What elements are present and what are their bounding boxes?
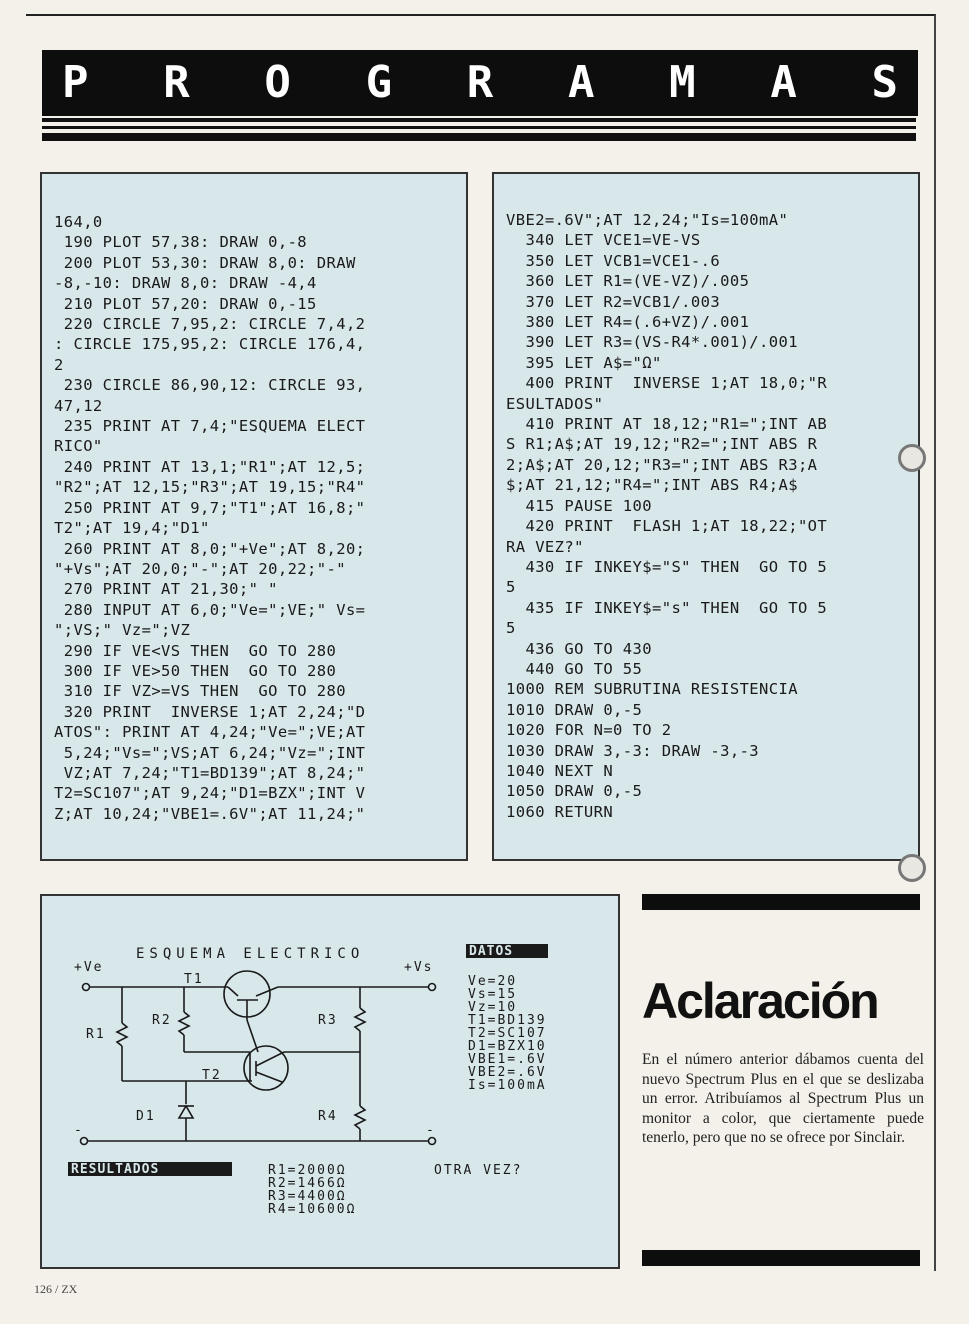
code-line: 380 LET R4=(.6+VZ)/.001 (506, 313, 750, 332)
code-line: S R1;A$;AT 19,12;"R2=";INT ABS R (506, 435, 818, 454)
binder-ring-icon (898, 854, 926, 882)
code-line: 5 (506, 578, 516, 597)
code-line: -8,-10: DRAW 8,0: DRAW -4,4 (54, 274, 317, 293)
resistor-r1-icon (117, 1023, 127, 1046)
resultados-line: R2=1466Ω (268, 1176, 347, 1191)
label-t2: T2 (202, 1068, 222, 1083)
code-line: 210 PLOT 57,20: DRAW 0,-15 (54, 294, 317, 313)
code-line: $;AT 21,12;"R4=";INT ABS R4;A$ (506, 476, 798, 495)
code-line: 395 LET A$="Ω" (506, 353, 662, 372)
code-line: 240 PRINT AT 13,1;"R1";AT 12,5; (54, 457, 366, 476)
banner-letter: S (871, 57, 898, 108)
label-t1: T1 (184, 972, 204, 987)
resultados-line: R1=2000Ω (268, 1163, 347, 1178)
code-line: : CIRCLE 175,95,2: CIRCLE 176,4, (54, 335, 366, 354)
code-line: 435 IF INKEY$="s" THEN GO TO 5 (506, 598, 828, 617)
code-line: 290 IF VE<VS THEN GO TO 280 (54, 641, 337, 660)
code-line: 5 (506, 619, 516, 638)
sidebar-top-bar (642, 894, 920, 910)
code-line: 440 GO TO 55 (506, 659, 643, 678)
code-line: 270 PRINT AT 21,30;" " (54, 580, 278, 599)
datos-line: T1=BD139 (468, 1013, 547, 1028)
code-line: 370 LET R2=VCB1/.003 (506, 292, 721, 311)
sidebar-title: Aclaración (642, 973, 878, 1029)
label-r4: R4 (318, 1109, 338, 1124)
program-listing-left (40, 172, 468, 861)
code-line: ";VS;" Vz=";VZ (54, 621, 191, 640)
code-line: 1020 FOR N=0 TO 2 (506, 721, 672, 740)
zener-diode-d1-icon (179, 1106, 193, 1118)
code-line: 235 PRINT AT 7,4;"ESQUEMA ELECT (54, 417, 366, 436)
datos-line: Is=100mA (468, 1078, 547, 1093)
label-minus-left: - (74, 1123, 84, 1138)
datos-line: T2=SC107 (468, 1026, 547, 1041)
terminal-ve-icon (83, 984, 90, 991)
code-line: 320 PRINT INVERSE 1;AT 2,24;"D (54, 702, 366, 721)
label-r1: R1 (86, 1027, 106, 1042)
code-line: RA VEZ?" (506, 537, 584, 556)
code-line: T2";AT 19,4;"D1" (54, 519, 210, 538)
label-d1: D1 (136, 1109, 156, 1124)
datos-line: VBE1=.6V (468, 1052, 547, 1067)
code-line: 260 PRINT AT 8,0;"+Ve";AT 8,20; (54, 539, 366, 558)
code-line: 2;A$;AT 20,12;"R3=";INT ABS R3;A (506, 455, 818, 474)
code-line: 1010 DRAW 0,-5 (506, 700, 643, 719)
banner-rule (42, 133, 916, 141)
label-r2: R2 (152, 1013, 172, 1028)
code-line: 350 LET VCB1=VCE1-.6 (506, 251, 721, 270)
code-line: 230 CIRCLE 86,90,12: CIRCLE 93, (54, 376, 366, 395)
banner-letter: A (567, 57, 595, 108)
banner-letter: M (669, 57, 696, 108)
code-line: 390 LET R3=(VS-R4*.001)/.001 (506, 333, 798, 352)
code-line: 280 INPUT AT 6,0;"Ve=";VE;" Vs= (54, 600, 366, 619)
code-line: 1040 NEXT N (506, 761, 614, 780)
banner-rule (42, 118, 916, 122)
resultados-line: R3=4400Ω (268, 1189, 347, 1204)
datos-header: DATOS (469, 944, 514, 959)
code-line: 200 PLOT 53,30: DRAW 8,0: DRAW (54, 253, 356, 272)
code-line: 1050 DRAW 0,-5 (506, 782, 643, 801)
code-line: 400 PRINT INVERSE 1;AT 18,0;"R (506, 374, 828, 393)
datos-line: Ve=20 (468, 974, 518, 989)
resistor-r4-icon (355, 1106, 365, 1129)
terminal-minus-right-icon (429, 1138, 436, 1145)
code-line: 360 LET R1=(VE-VZ)/.005 (506, 272, 750, 291)
code-line: 190 PLOT 57,38: DRAW 0,-8 (54, 233, 308, 252)
code-line: 415 PAUSE 100 (506, 496, 652, 515)
otra-vez-prompt: OTRA VEZ? (434, 1163, 523, 1178)
datos-line: Vz=10 (468, 1000, 518, 1015)
code-line: 1060 RETURN (506, 802, 614, 821)
code-line: 310 IF VZ>=VS THEN GO TO 280 (54, 682, 346, 701)
code-line: VZ;AT 7,24;"T1=BD139";AT 8,24;" (54, 763, 366, 782)
banner-letter: A (770, 57, 797, 108)
code-line: 430 IF INKEY$="S" THEN GO TO 5 (506, 557, 828, 576)
screen-title: ESQUEMA ELECTRICO (136, 946, 365, 962)
code-line: VBE2=.6V";AT 12,24;"Is=100mA" (506, 211, 789, 229)
banner-letter: R (466, 57, 494, 108)
code-line: 5,24;"Vs=";VS;AT 6,24;"Vz=";INT (54, 743, 366, 762)
label-r3: R3 (318, 1013, 338, 1028)
banner-letter: R (163, 57, 190, 108)
code-line: "+Vs";AT 20,0;"-";AT 20,22;"-" (54, 559, 346, 578)
code-line: T2=SC107";AT 9,24;"D1=BZX";INT V (54, 784, 366, 803)
label-plus-vs: +Vs (404, 960, 434, 975)
label-minus-right: - (426, 1123, 436, 1138)
spectrum-screen-capture (40, 894, 620, 1269)
code-line: 420 PRINT FLASH 1;AT 18,22;"OT (506, 517, 828, 536)
sidebar-body: En el número anterior dábamos cuenta del nuevo Spectrum Plus en el que se deslizaba un error. Atribuíamos al Spectrum Plus un monitor a color, que ciertamente puede tenerlo, pero que no se ofrece por Sinclair. (642, 1051, 924, 1146)
code-line: 1000 REM SUBRUTINA RESISTENCIA (506, 680, 798, 699)
code-line: 164,0 (54, 213, 103, 231)
code-line: 300 IF VE>50 THEN GO TO 280 (54, 661, 337, 680)
terminal-minus-left-icon (81, 1138, 88, 1145)
section-banner (42, 50, 918, 116)
datos-line: Vs=15 (468, 987, 518, 1002)
resultados-line: R4=10600Ω (268, 1202, 357, 1217)
banner-letter: G (365, 57, 393, 108)
code-line: ATOS": PRINT AT 4,24;"Ve=";VE;AT (54, 723, 366, 742)
code-line: 340 LET VCE1=VE-VS (506, 231, 701, 250)
code-line: 47,12 (54, 396, 103, 415)
code-line: 410 PRINT AT 18,12;"R1=";INT AB (506, 415, 828, 434)
label-plus-ve: +Ve (74, 960, 104, 975)
code-line: 1030 DRAW 3,-3: DRAW -3,-3 (506, 741, 760, 760)
banner-letter: O (264, 57, 291, 108)
circuit-diagram (42, 896, 618, 1267)
sidebar-bottom-bar (642, 1250, 920, 1266)
terminal-vs-icon (429, 984, 436, 991)
program-listing-right (492, 172, 920, 861)
resultados-header: RESULTADOS (71, 1162, 160, 1177)
code-line: 436 GO TO 430 (506, 639, 652, 658)
banner-letter: P (62, 57, 89, 108)
datos-line: VBE2=.6V (468, 1065, 547, 1080)
datos-line: D1=BZX10 (468, 1039, 547, 1054)
page-folio: 126 / ZX (34, 1282, 78, 1296)
code-line: Z;AT 10,24;"VBE1=.6V";AT 11,24;" (54, 804, 366, 823)
resistor-r3-icon (355, 1008, 365, 1031)
resistor-r2-icon (179, 1012, 189, 1035)
code-line: 220 CIRCLE 7,95,2: CIRCLE 7,4,2 (54, 315, 366, 334)
code-line: 250 PRINT AT 9,7;"T1";AT 16,8;" (54, 498, 366, 517)
banner-rule (42, 126, 916, 129)
code-line: RICO" (54, 437, 103, 456)
binder-ring-icon (898, 444, 926, 472)
code-line: 2 (54, 355, 64, 374)
code-line: "R2";AT 12,15;"R3";AT 19,15;"R4" (54, 478, 366, 497)
code-line: ESULTADOS" (506, 394, 604, 413)
